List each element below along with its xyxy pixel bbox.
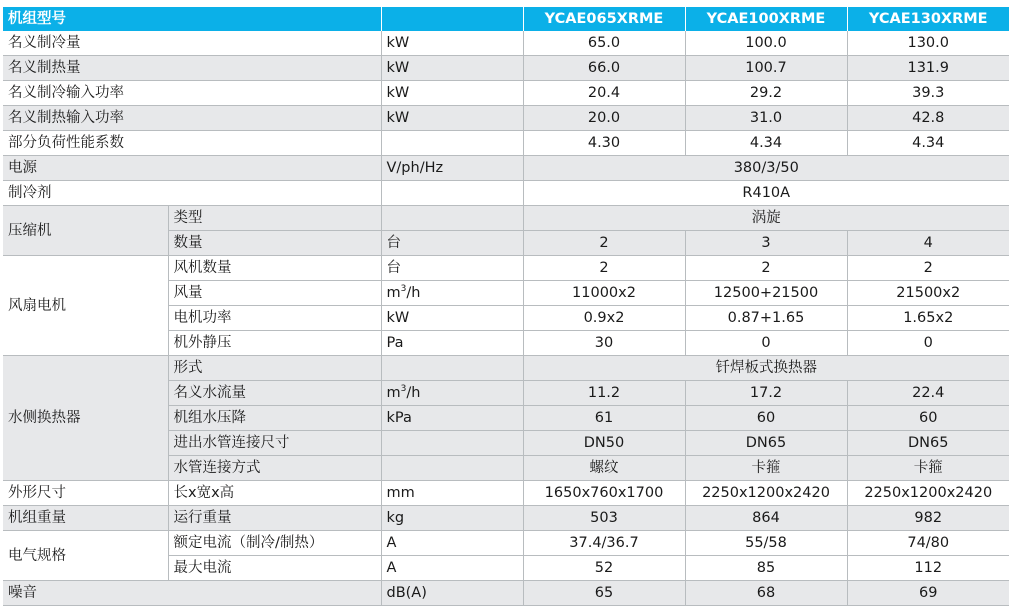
- cell-value: 2: [523, 231, 685, 256]
- cell-value: 100.0: [685, 31, 847, 56]
- cell-value: 1.65x2: [847, 306, 1009, 331]
- row-label: 额定电流（制冷/制热）: [168, 531, 381, 556]
- row-label: 风量: [168, 281, 381, 306]
- row-unit: V/ph/Hz: [381, 156, 523, 181]
- cell-value: 卡箍: [685, 456, 847, 481]
- row-label: 风机数量: [168, 256, 381, 281]
- row-unit: 台: [381, 256, 523, 281]
- spec-table: [3, 7, 1009, 606]
- group-label: 机组重量: [3, 506, 168, 531]
- cell-value: 4.34: [685, 131, 847, 156]
- cell-value: 2: [847, 256, 1009, 281]
- cell-value: 11000x2: [523, 281, 685, 306]
- cell-value: 68: [685, 581, 847, 606]
- header-row: [3, 7, 1009, 31]
- table-row: [3, 181, 1009, 206]
- cell-value: 2250x1200x2420: [685, 481, 847, 506]
- row-label: 进出水管连接尺寸: [168, 431, 381, 456]
- cell-value: 2: [685, 256, 847, 281]
- cell-value: 85: [685, 556, 847, 581]
- cell-value: 钎焊板式换热器: [523, 356, 1009, 381]
- table-row: [3, 56, 1009, 81]
- table-row: [3, 506, 1009, 531]
- table-row: [3, 581, 1009, 606]
- model-name: YCAE065XRME: [523, 7, 685, 31]
- cell-value: 55/58: [685, 531, 847, 556]
- table-row: [3, 156, 1009, 181]
- cell-value: 2: [523, 256, 685, 281]
- cell-value: 131.9: [847, 56, 1009, 81]
- cell-value: 3: [685, 231, 847, 256]
- cell-value: 60: [685, 406, 847, 431]
- cell-value: 20.0: [523, 106, 685, 131]
- row-unit: [381, 281, 523, 306]
- cell-value: 0: [847, 331, 1009, 356]
- row-label: 类型: [168, 206, 381, 231]
- row-label: 长x宽x高: [168, 481, 381, 506]
- cell-value: 66.0: [523, 56, 685, 81]
- cell-value: 42.8: [847, 106, 1009, 131]
- table-row: [3, 131, 1009, 156]
- cell-value: 112: [847, 556, 1009, 581]
- cell-value: DN50: [523, 431, 685, 456]
- row-label: 形式: [168, 356, 381, 381]
- row-unit: kPa: [381, 406, 523, 431]
- row-label: 机外静压: [168, 331, 381, 356]
- row-label: 名义水流量: [168, 381, 381, 406]
- row-unit: A: [381, 531, 523, 556]
- table-row: [3, 256, 1009, 281]
- row-unit: Pa: [381, 331, 523, 356]
- row-label: 机组水压降: [168, 406, 381, 431]
- cell-value: 4.34: [847, 131, 1009, 156]
- group-label: 外形尺寸: [3, 481, 168, 506]
- group-label: 风扇电机: [3, 256, 168, 356]
- row-label: 电源: [3, 156, 381, 181]
- cell-value: 17.2: [685, 381, 847, 406]
- row-unit: A: [381, 556, 523, 581]
- row-label: 电机功率: [168, 306, 381, 331]
- cell-value: 982: [847, 506, 1009, 531]
- cell-value: 74/80: [847, 531, 1009, 556]
- cell-value: 61: [523, 406, 685, 431]
- group-label: 水侧换热器: [3, 356, 168, 481]
- header-title: 机组型号: [3, 7, 381, 31]
- cell-value: 864: [685, 506, 847, 531]
- cell-value: 37.4/36.7: [523, 531, 685, 556]
- row-label: 数量: [168, 231, 381, 256]
- row-label: 名义制冷输入功率: [3, 81, 381, 106]
- cell-value: 4: [847, 231, 1009, 256]
- cell-value: 螺纹: [523, 456, 685, 481]
- row-unit: kW: [381, 81, 523, 106]
- cell-value: 22.4: [847, 381, 1009, 406]
- group-label: 压缩机: [3, 206, 168, 256]
- cell-value: 380/3/50: [523, 156, 1009, 181]
- row-label: 制冷剂: [3, 181, 381, 206]
- cell-value: 涡旋: [523, 206, 1009, 231]
- cell-value: 0: [685, 331, 847, 356]
- unit-sup: 3: [400, 284, 407, 295]
- cell-value: 卡箍: [847, 456, 1009, 481]
- cell-value: 2250x1200x2420: [847, 481, 1009, 506]
- cell-value: 30: [523, 331, 685, 356]
- row-unit: kg: [381, 506, 523, 531]
- cell-value: 0.9x2: [523, 306, 685, 331]
- unit-base: m: [386, 385, 401, 401]
- row-unit: mm: [381, 481, 523, 506]
- row-unit: kW: [381, 106, 523, 131]
- cell-value: 31.0: [685, 106, 847, 131]
- cell-value: 100.7: [685, 56, 847, 81]
- cell-value: 130.0: [847, 31, 1009, 56]
- row-unit: [381, 431, 523, 456]
- row-label: 部分负荷性能系数: [3, 131, 381, 156]
- row-label: 运行重量: [168, 506, 381, 531]
- row-label: 名义制热输入功率: [3, 106, 381, 131]
- row-unit: [381, 456, 523, 481]
- cell-value: 11.2: [523, 381, 685, 406]
- cell-value: DN65: [847, 431, 1009, 456]
- cell-value: 21500x2: [847, 281, 1009, 306]
- row-label: 噪音: [3, 581, 381, 606]
- cell-value: R410A: [523, 181, 1009, 206]
- cell-value: 39.3: [847, 81, 1009, 106]
- table-row: [3, 356, 1009, 381]
- group-label: 电气规格: [3, 531, 168, 581]
- table-row: [3, 81, 1009, 106]
- row-unit: [381, 206, 523, 231]
- cell-value: 1650x760x1700: [523, 481, 685, 506]
- row-unit: [381, 131, 523, 156]
- header-unit-cell: [381, 7, 523, 31]
- cell-value: 4.30: [523, 131, 685, 156]
- table-row: [3, 481, 1009, 506]
- row-label: 水管连接方式: [168, 456, 381, 481]
- cell-value: 65.0: [523, 31, 685, 56]
- table-row: [3, 206, 1009, 231]
- unit-sup: 3: [400, 384, 407, 395]
- row-unit: [381, 356, 523, 381]
- unit-tail: /h: [406, 285, 421, 301]
- cell-value: 65: [523, 581, 685, 606]
- row-unit: 台: [381, 231, 523, 256]
- row-unit: kW: [381, 306, 523, 331]
- table-row: [3, 106, 1009, 131]
- row-label: 名义制热量: [3, 56, 381, 81]
- cell-value: 52: [523, 556, 685, 581]
- unit-tail: /h: [406, 385, 421, 401]
- cell-value: 0.87+1.65: [685, 306, 847, 331]
- cell-value: DN65: [685, 431, 847, 456]
- row-unit: dB(A): [381, 581, 523, 606]
- cell-value: 20.4: [523, 81, 685, 106]
- cell-value: 69: [847, 581, 1009, 606]
- cell-value: 12500+21500: [685, 281, 847, 306]
- table-row: [3, 531, 1009, 556]
- row-unit: kW: [381, 56, 523, 81]
- row-unit: [381, 181, 523, 206]
- cell-value: 60: [847, 406, 1009, 431]
- cell-value: 29.2: [685, 81, 847, 106]
- model-name: YCAE100XRME: [685, 7, 847, 31]
- table-row: [3, 31, 1009, 56]
- row-unit: [381, 381, 523, 406]
- unit-base: m: [386, 285, 401, 301]
- row-unit: kW: [381, 31, 523, 56]
- model-name: YCAE130XRME: [847, 7, 1009, 31]
- row-label: 最大电流: [168, 556, 381, 581]
- row-label: 名义制冷量: [3, 31, 381, 56]
- cell-value: 503: [523, 506, 685, 531]
